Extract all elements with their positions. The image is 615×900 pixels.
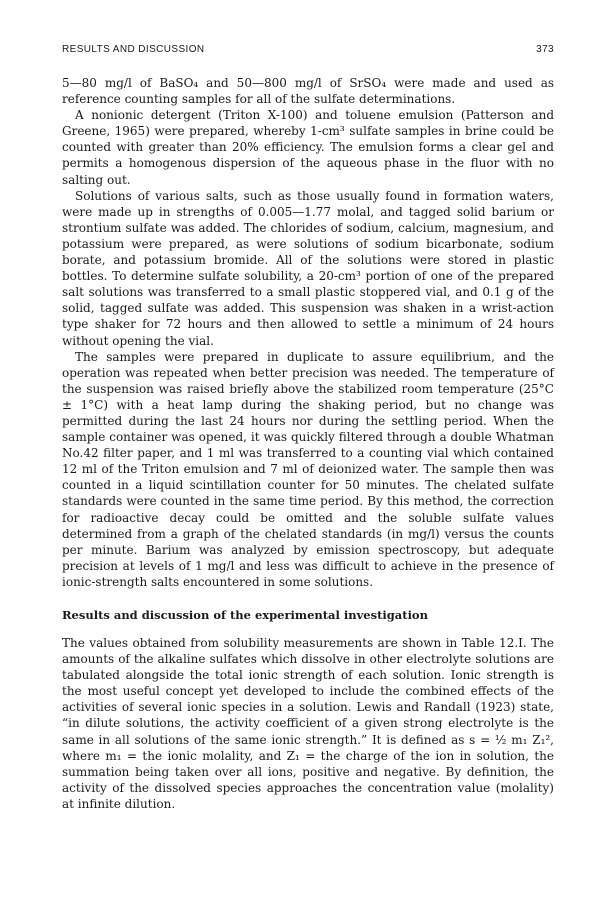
paragraph-solutions: Solutions of various salts, such as those usually found in formation waters, were made up in strengths of 0.005—1.77 molal, and tagged solid barium or strontium sulfate was added. The chlorides of sodium, calcium, magnesium, and potassium were prepared, as were solutions of sodium bicarbonate, sodium borate, and potassium bromide. All of the solutions were stored in plastic bottles. To determine sulfate solubility, a 20-cm³ portion of one of the prepared salt solutions was transferred to a small plastic stoppered vial, and 0.1 g of the solid, tagged sulfate was added. This suspension was shaken in a wrist-action type shaker for 72 hours and then allowed to settle a minimum of 24 hours without opening the vial. (62, 188, 554, 348)
section-body (62, 635, 554, 812)
paragraph-emulsion: A nonionic detergent (Triton X-100) and toluene emulsion (Patterson and Greene, 1965) were prepared, whereby 1-cm³ sulfate samples in brine could be counted with greater than 20% efficiency. The emulsion forms a clear gel and permits a homogenous dispersion of the aqueous phase in the fluor with no salting out. (62, 108, 554, 187)
paragraph-continued: 5—80 mg/l of BaSO₄ and 50—800 mg/l of SrSO₄ were made and used as reference counting samples for all of the sulfate determinations. (62, 76, 554, 107)
book-page (62, 44, 554, 812)
running-head (62, 44, 554, 55)
page-number: 373 (536, 44, 554, 55)
paragraph-ionic-strength: The values obtained from solubility measurements are shown in Table 12.I. The amounts of the alkaline sulfates which dissolve in other electrolyte solutions are tabulated alongside the total ionic strength of each solution. Ionic strength is the most useful concept yet developed to include the combined effects of the activities of several ionic species in a solution. Lewis and Randall (1923) state, “in dilute solutions, the activity coefficient of a given strong electrolyte is the same in all solutions of the same ionic strength.” It is defined as s = ½ m₁ Z₁², where m₁ = the ionic molality, and Z₁ = the charge of the ion in solution, the summation being taken over all ions, positive and negative. By definition, the activity of the dissolved species approaches the concentration value (molality) at infinite dilution. (62, 636, 554, 811)
section-title: RESULTS AND DISCUSSION (62, 44, 205, 55)
body-text (62, 75, 554, 590)
section-heading: Results and discussion of the experimental investigation (62, 608, 428, 622)
paragraph-samples: The samples were prepared in duplicate to assure equilibrium, and the operation was repeated when better precision was needed. The temperature of the suspension was raised briefly above the stabilized room temperature (25°C ± 1°C) with a heat lamp during the shaking period, but no change was permitted during the last 24 hours nor during the settling period. When the sample container was opened, it was quickly filtered through a double Whatman No.42 filter paper, and 1 ml was transferred to a counting vial which contained 12 ml of the Triton emulsion and 7 ml of deionized water. The sample then was counted in a liquid scintillation counter for 50 minutes. The chelated sulfate standards were counted in the same time period. By this method, the correction for radioactive decay could be omitted and the soluble sulfate values determined from a graph of the chelated standards (in mg/l) versus the counts per minute. Barium was analyzed by emission spectroscopy, but adequate precision at levels of 1 mg/l and less was difficult to achieve in the presence of ionic-strength salts encountered in some solutions. (62, 349, 554, 589)
